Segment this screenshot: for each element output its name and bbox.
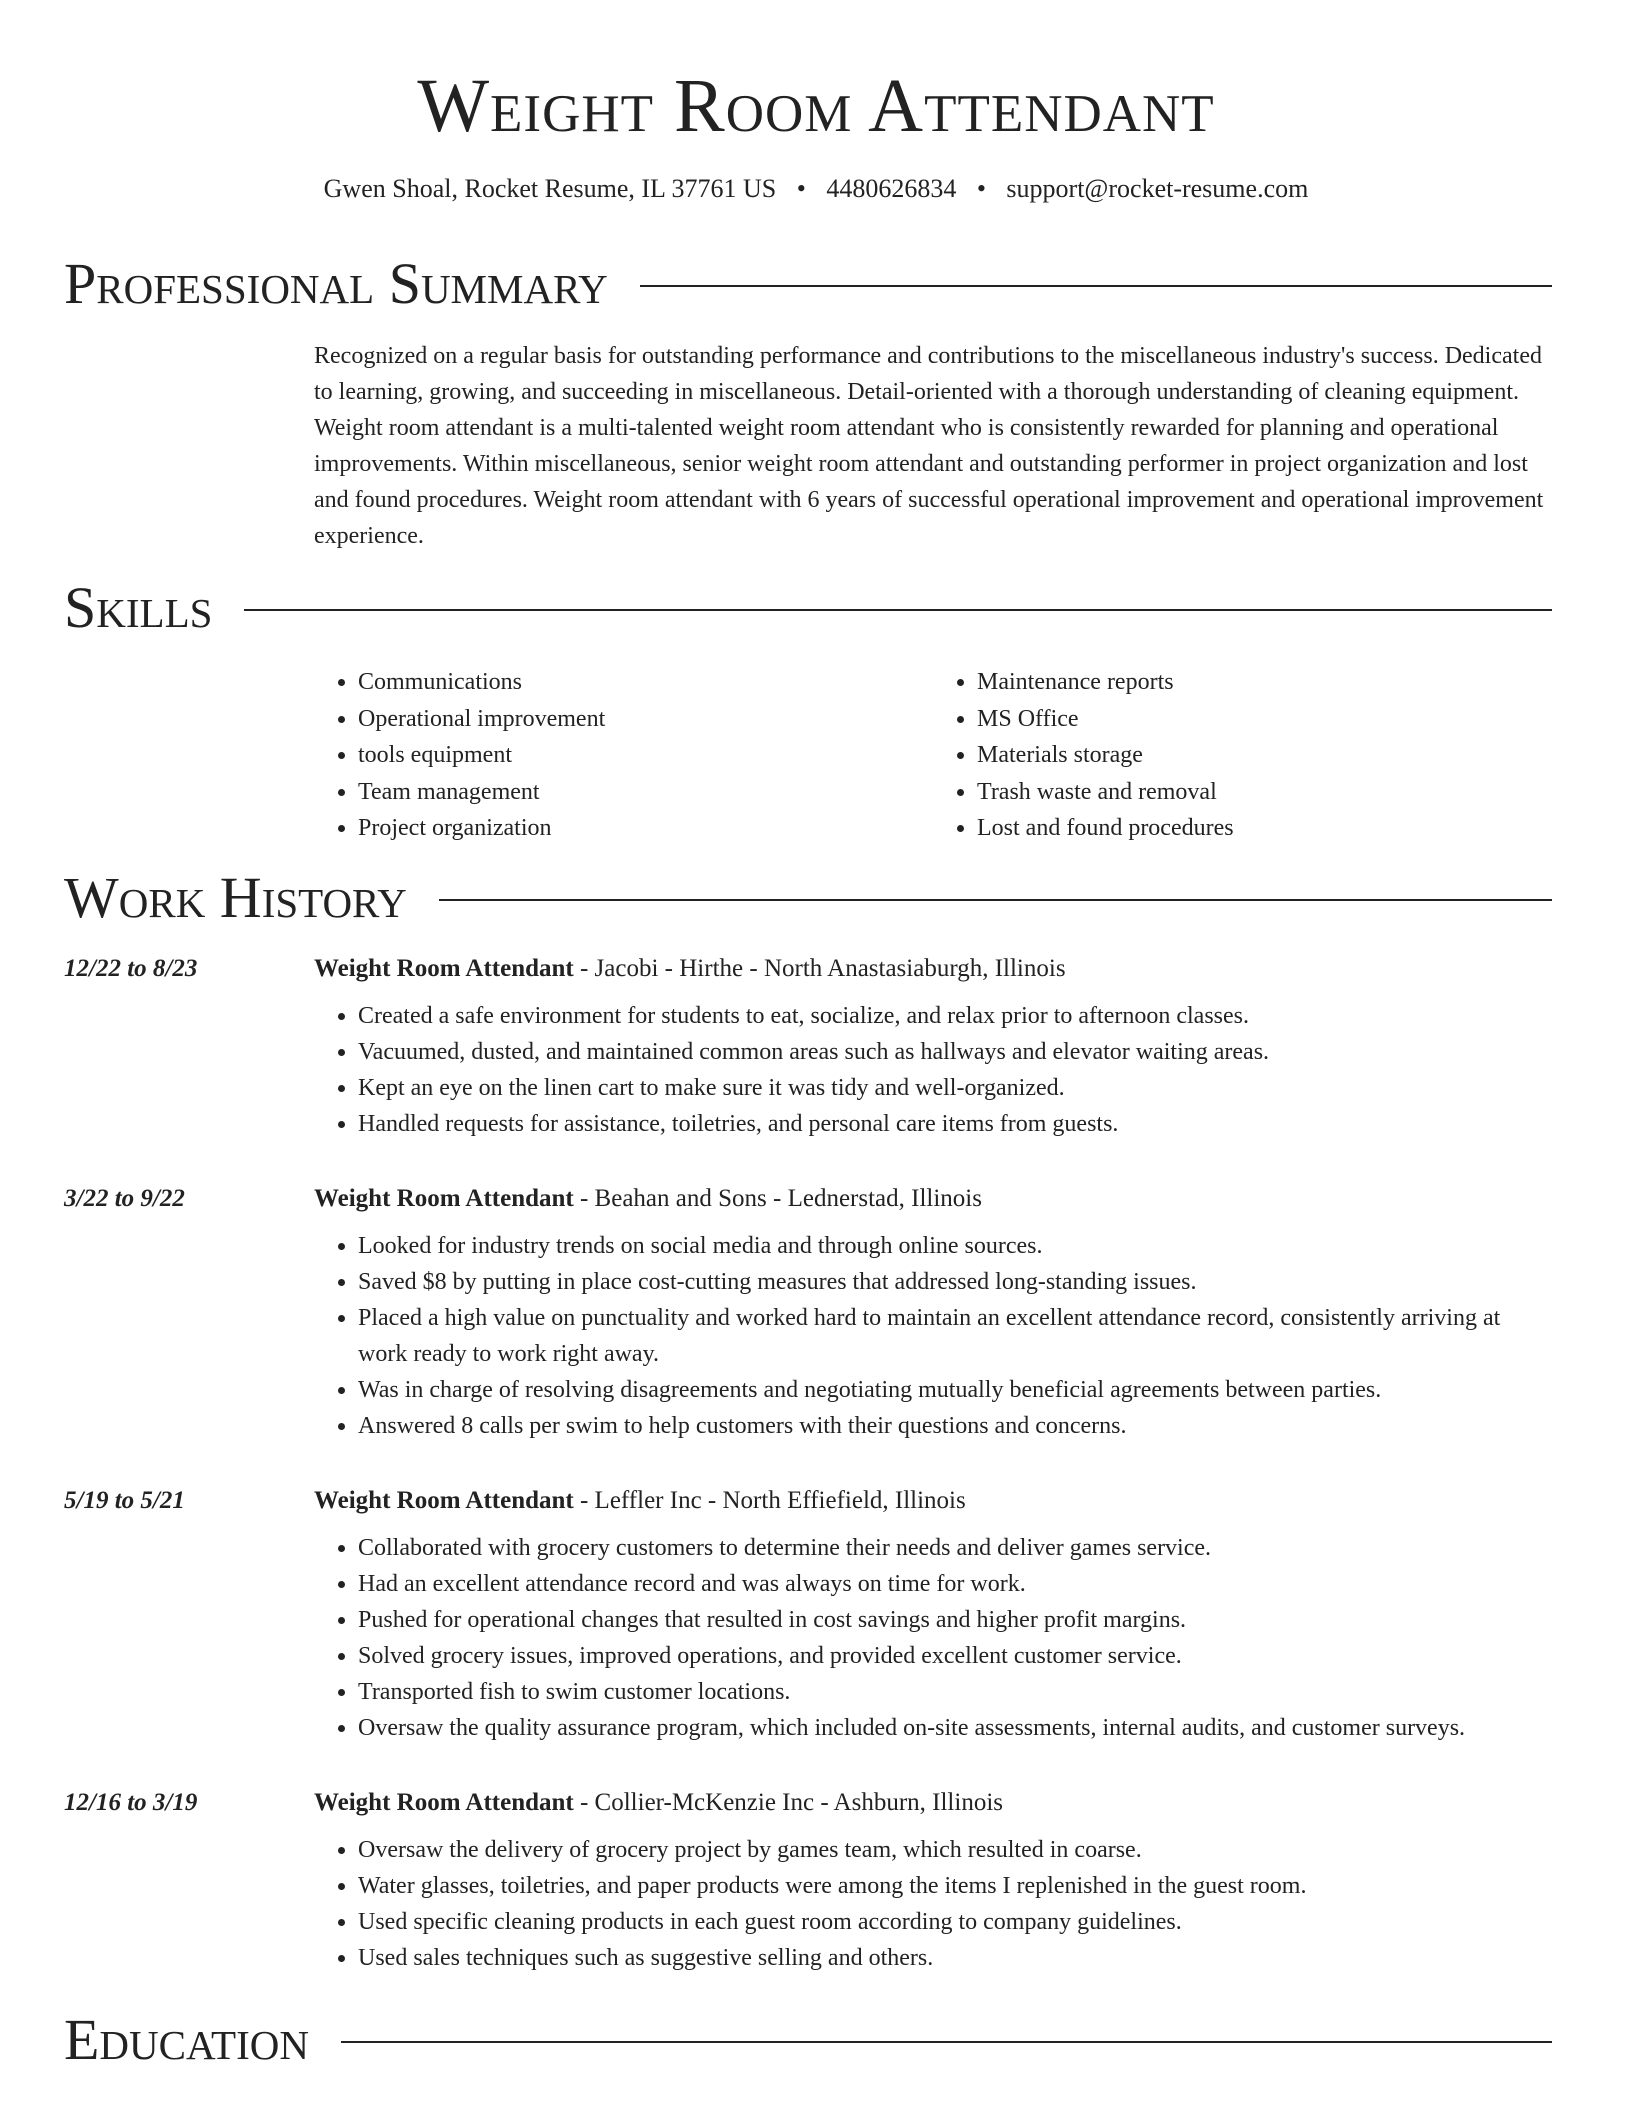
job-bullets: [314, 1530, 1552, 1746]
section-divider: [640, 285, 1552, 287]
job-bullet: • Solved grocery issues, improved operations, and provided excellent customer service.: [358, 1638, 1552, 1674]
job-bullet: • Answered 8 calls per swim to help customers with their questions and concerns.: [358, 1408, 1552, 1444]
job-bullet: • Oversaw the quality assurance program, which included on-site assessments, internal audits, and customer surveys.: [358, 1710, 1552, 1746]
job-employer-location: - Collier-McKenzie Inc - Ashburn, Illinois: [573, 1789, 1003, 1816]
job-dates: 12/22 to 8/23: [64, 955, 198, 982]
job-dates: 3/22 to 9/22: [64, 1185, 185, 1212]
section-divider: [439, 899, 1552, 901]
section-header-skills: [64, 575, 1552, 640]
section-title: Skills: [64, 575, 213, 640]
job-dates: 5/19 to 5/21: [64, 1487, 185, 1514]
job-bullet: • Handled requests for assistance, toiletries, and personal care items from guests.: [358, 1106, 1552, 1142]
skill-item: • Operational improvement: [358, 701, 933, 738]
section-title: Work History: [64, 865, 407, 930]
job-role: Weight Room Attendant: [314, 1789, 574, 1816]
job-bullets: [314, 1832, 1552, 1976]
job-bullet: • Used specific cleaning products in each guest room according to company guidelines.: [358, 1904, 1552, 1940]
job-bullet: • Was in charge of resolving disagreements and negotiating mutually beneficial agreements between parties.: [358, 1372, 1552, 1408]
job-bullet: • Looked for industry trends on social media and through online sources.: [358, 1228, 1552, 1264]
skill-item: • Communications: [358, 664, 933, 701]
skills-list: [314, 664, 1552, 847]
job-heading: [314, 1182, 982, 1216]
resume-title: Weight Room Attendant: [417, 64, 1215, 148]
job-bullet: • Kept an eye on the linen cart to make sure it was tidy and well-organized.: [358, 1070, 1552, 1106]
section-divider: [244, 609, 1552, 611]
job-heading: [314, 952, 1066, 986]
contact-separator: •: [796, 174, 806, 203]
skills-column-left: [314, 664, 933, 847]
skill-item: • tools equipment: [358, 737, 933, 774]
job-bullet: • Transported fish to swim customer locations.: [358, 1674, 1552, 1710]
contact-separator: •: [976, 174, 986, 203]
section-title: Education: [64, 2007, 309, 2072]
section-title: Professional Summary: [64, 251, 608, 316]
summary-text: Recognized on a regular basis for outstanding performance and contributions to the miscellaneous industry's success. Dedicated to learning, growing, and succeeding in miscellaneous. Detail-oriented with a thorough understanding of cleaning equipment. Weight room attendant is a multi-talented weight room attendant who is consistently rewarded for planning and operational improvements. Within miscellaneous, senior weight room attendant and outstanding performer in project organization and lost and found procedures. Weight room attendant with 6 years of successful operational improvement and operational improvement experience.: [314, 343, 1544, 549]
contact-line: [0, 172, 1632, 206]
job-employer-location: - Jacobi - Hirthe - North Anastasiaburgh, Illinois: [573, 955, 1066, 982]
job-bullet: • Water glasses, toiletries, and paper products were among the items I replenished in the guest room.: [358, 1868, 1552, 1904]
job-bullet: • Placed a high value on punctuality and worked hard to maintain an excellent attendance record, consistently arriving at work ready to work right away.: [358, 1300, 1552, 1372]
job-bullet: • Pushed for operational changes that resulted in cost savings and higher profit margins.: [358, 1602, 1552, 1638]
skill-item: • Team management: [358, 774, 933, 811]
job-bullet: • Vacuumed, dusted, and maintained common areas such as hallways and elevator waiting areas.: [358, 1034, 1552, 1070]
skill-item: • MS Office: [977, 701, 1552, 738]
contact-address: Gwen Shoal, Rocket Resume, IL 37761 US: [323, 174, 777, 203]
job-bullet: • Saved $8 by putting in place cost-cutting measures that addressed long-standing issues.: [358, 1264, 1552, 1300]
job-heading: [314, 1786, 1003, 1820]
job-role: Weight Room Attendant: [314, 1185, 574, 1212]
skill-item: • Trash waste and removal: [977, 774, 1552, 811]
job-bullets: [314, 998, 1552, 1142]
skill-item: • Project organization: [358, 810, 933, 847]
job-bullet: • Oversaw the delivery of grocery project by games team, which resulted in coarse.: [358, 1832, 1552, 1868]
job-employer-location: - Beahan and Sons - Lednerstad, Illinois: [573, 1185, 982, 1212]
section-header-summary: [64, 251, 1552, 316]
job-bullet: • Collaborated with grocery customers to determine their needs and deliver games service.: [358, 1530, 1552, 1566]
contact-phone: 4480626834: [826, 174, 957, 203]
skills-column-right: [933, 664, 1552, 847]
job-bullet: • Created a safe environment for students to eat, socialize, and relax prior to afternoon classes.: [358, 998, 1552, 1034]
contact-email: support@rocket-resume.com: [1006, 174, 1309, 203]
job-bullets: [314, 1228, 1552, 1444]
job-employer-location: - Leffler Inc - North Effiefield, Illinois: [573, 1487, 966, 1514]
section-header-work-history: [64, 865, 1552, 930]
job-role: Weight Room Attendant: [314, 1487, 574, 1514]
section-divider: [341, 2041, 1552, 2043]
job-bullet: • Had an excellent attendance record and was always on time for work.: [358, 1566, 1552, 1602]
job-dates: 12/16 to 3/19: [64, 1789, 198, 1816]
job-heading: [314, 1484, 966, 1518]
job-bullet: • Used sales techniques such as suggestive selling and others.: [358, 1940, 1552, 1976]
skill-item: • Lost and found procedures: [977, 810, 1552, 847]
skill-item: • Maintenance reports: [977, 664, 1552, 701]
job-role: Weight Room Attendant: [314, 955, 574, 982]
section-header-education: [64, 2007, 1552, 2072]
skill-item: • Materials storage: [977, 737, 1552, 774]
